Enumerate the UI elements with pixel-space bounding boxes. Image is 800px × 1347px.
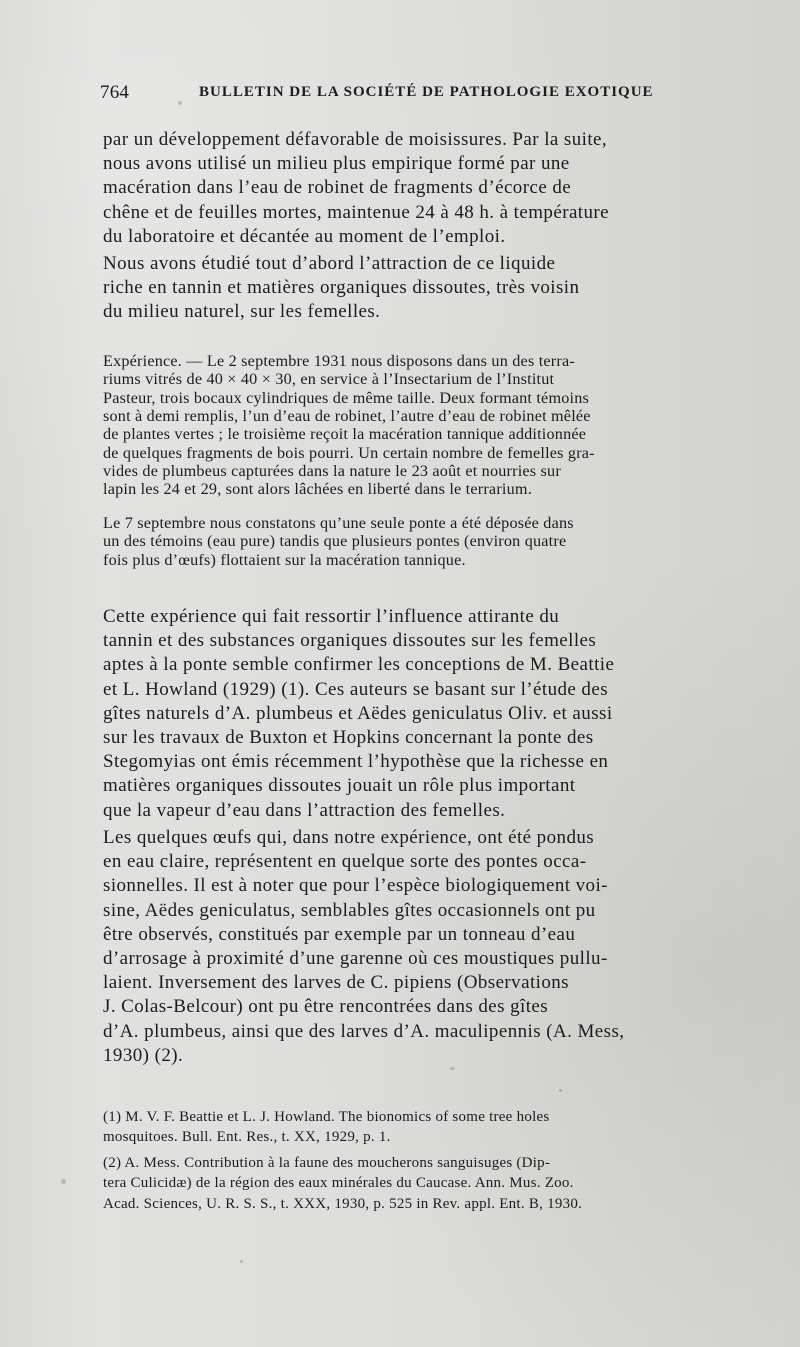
- paper-speck: [450, 1067, 455, 1070]
- page-number: 764: [100, 82, 130, 103]
- body-paragraph-2: Nous avons étudié tout d’abord l’attraction de ce liquide riche en tannin et matières organiques dissoutes, très voisin du milieu naturel, sur les femelles.: [103, 253, 580, 323]
- paper-speck: [178, 101, 182, 105]
- paper-speck: [240, 1260, 243, 1263]
- body-paragraph-1: par un développement défavorable de moisissures. Par la suite, nous avons utilisé un milieu plus empirique formé par une macération dans l’eau de robinet de fragments d’écorce de chêne et de feuilles mortes, maintenue 24 à 48 h. à température du laboratoire et décantée au moment de l’emploi.: [103, 129, 610, 247]
- body-paragraph-4: Les quelques œufs qui, dans notre expérience, ont été pondus en eau claire, représentent en quelque sorte des pontes occa- sionnelles. Il est à noter que pour l’espèce biologiquement voi- sine, Aëdes geniculatus, semblables gîtes occasionnels ont pu être observés, constitués par exemple par un tonneau d’eau d’arrosage à proximité d’une garenne où ces moustiques pullu- laient. Inversement des larves de C. pipiens (Observations J. Colas-Belcour) ont pu être rencontrées dans des gîtes d’A. plumbeus, ainsi que des larves d’A. maculipennis (A. Mess, 1930) (2).: [103, 827, 625, 1066]
- paper-speck: [61, 1179, 66, 1184]
- paper-speck: [559, 1089, 562, 1092]
- footnote-2: (2) A. Mess. Contribution à la faune des moucherons sanguisuges (Dip- tera Culicidæ) de la région des eaux minérales du Caucase. Ann. Mus. Zoo. Acad. Sciences, U. R. S. S., t. XXX, 1930, p. 525 in Rev. appl. Ent. B, 1930.: [103, 1155, 583, 1212]
- body-paragraph-3: Cette expérience qui fait ressortir l’influence attirante du tannin et des substances organiques dissoutes sur les femelles aptes à la ponte semble confirmer les conceptions de M. Beattie et L. Howland (1929) (1). Ces auteurs se basant sur l’étude des gîtes naturels d’A. plumbeus et Aëdes geniculatus Oliv. et aussi sur les travaux de Buxton et Hopkins concernant la ponte des Stegomyias ont émis récemment l’hypothèse que la richesse en matières organiques dissoutes jouait un rôle plus important que la vapeur d’eau dans l’attraction des femelles.: [103, 606, 615, 821]
- footnote-1: (1) M. V. F. Beattie et L. J. Howland. The bionomics of some tree holes mosquitoes. Bull. Ent. Res., t. XX, 1929, p. 1.: [103, 1109, 550, 1146]
- page-header: [100, 82, 660, 110]
- journal-title: BULLETIN DE LA SOCIÉTÉ DE PATHOLOGIE EXOTIQUE: [199, 84, 654, 100]
- experiment-paragraph: Expérience. — Le 2 septembre 1931 nous disposons dans un des terra- riums vitrés de 40 × 40 × 30, en service à l’Insectarium de l’Institut Pasteur, trois bocaux cylindriques de même taille. Deux formant témoins sont à demi remplis, l’un d’eau de robinet, l’autre d’eau de robinet mêlée de plantes vertes ; le troisième reçoit la macération tannique additionnée de quelques fragments de bois pourri. Un certain nombre de femelles gra- vides de plumbeus capturées dans la nature le 23 août et nourries sur lapin les 24 et 29, sont alors lâchées en liberté dans le terrarium.: [103, 352, 595, 499]
- experiment-result: Le 7 septembre nous constatons qu’une seule ponte a été déposée dans un des témoins (eau pure) tandis que plusieurs pontes (environ quatre fois plus d’œufs) flottaient sur la macération tannique.: [103, 514, 574, 569]
